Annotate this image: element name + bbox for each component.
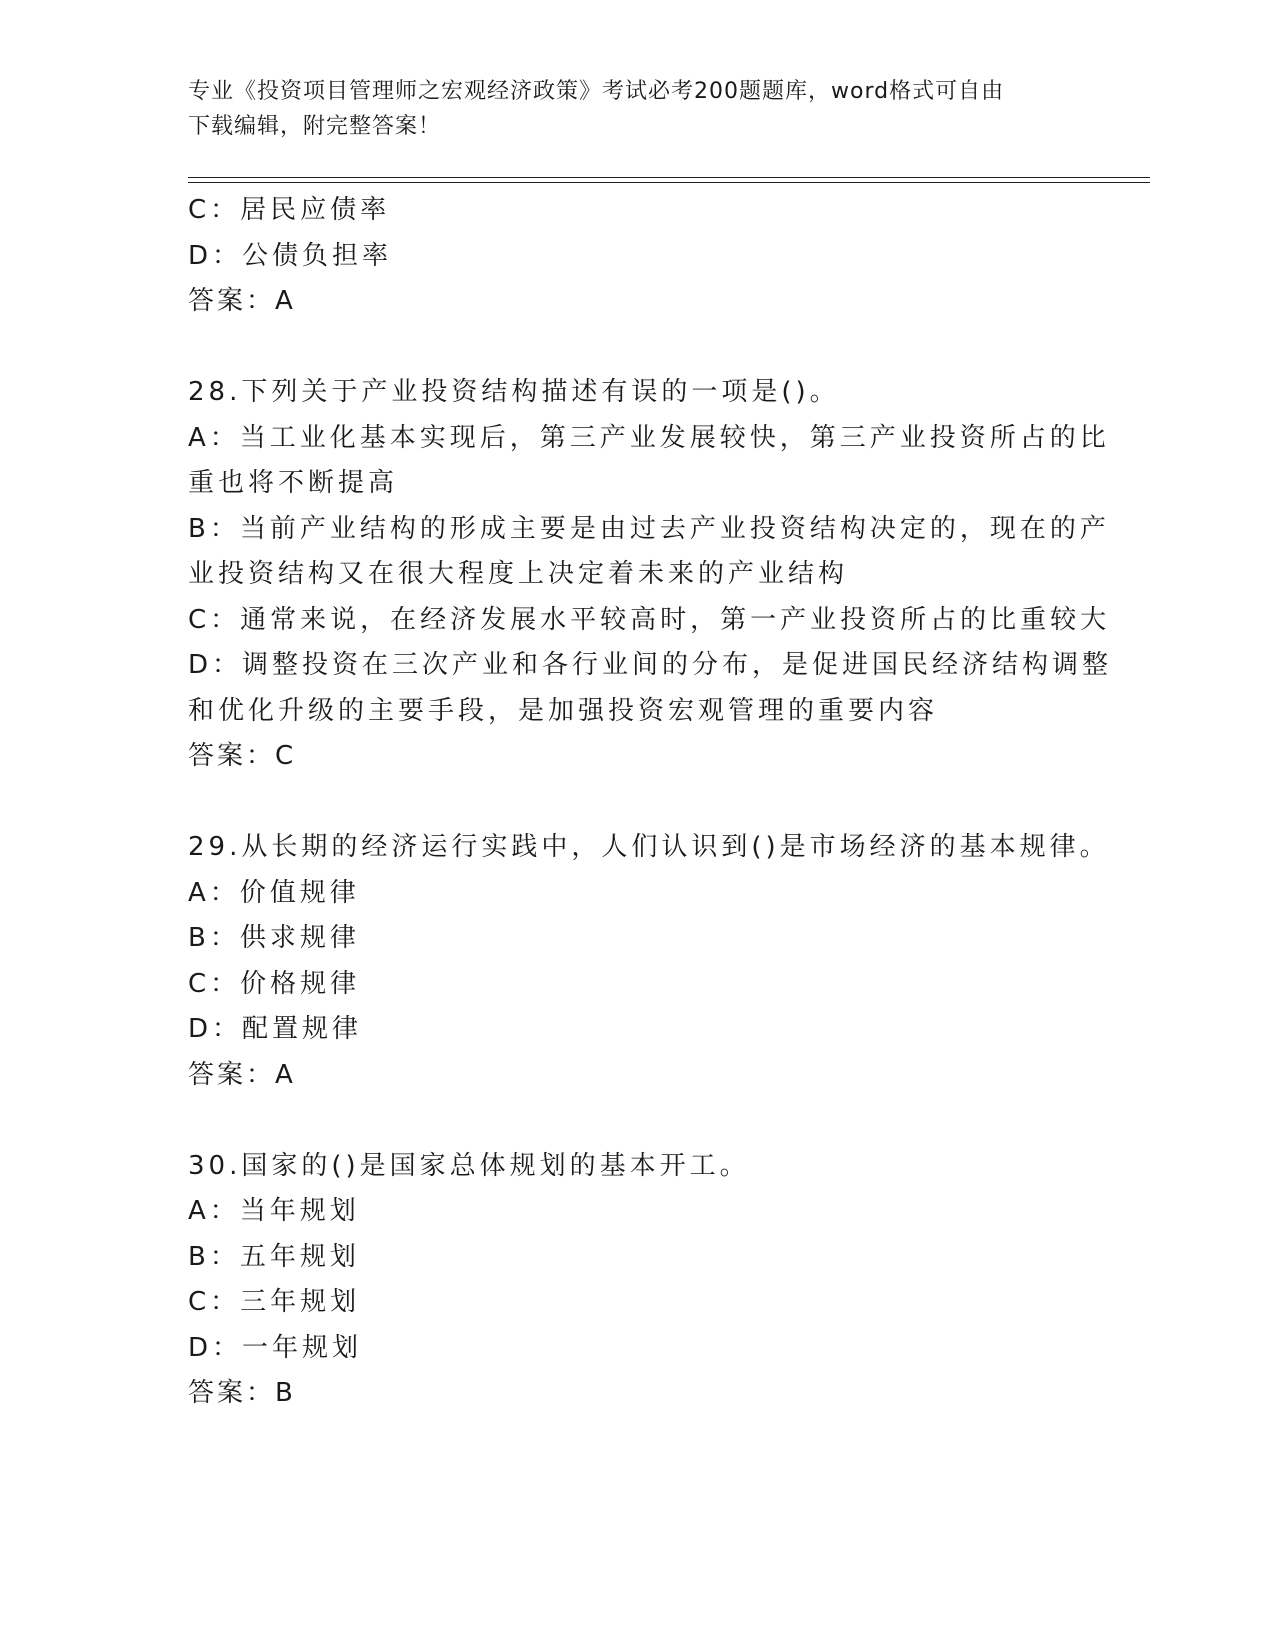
header-divider-bottom [188, 182, 1150, 183]
option-line: C：居民应债率 [188, 195, 391, 225]
question-stem: 28.下列关于产业投资结构描述有误的一项是()。 [188, 377, 840, 407]
prev-question-block [188, 188, 1088, 325]
option-line: D：调整投资在三次产业和各行业间的分布，是促进国民经济结构调整 [188, 650, 1113, 680]
answer-line: 答案：A [188, 286, 296, 316]
question-28 [188, 370, 1113, 780]
document-header [188, 74, 1068, 144]
option-line: D：配置规律 [188, 1014, 363, 1044]
header-divider-top [188, 177, 1150, 178]
header-line-2: 下载编辑，附完整答案！ [188, 114, 442, 139]
option-line: D：一年规划 [188, 1332, 363, 1363]
option-line: A：当年规划 [188, 1196, 360, 1226]
question-stem: 30.国家的()是国家总体规划的基本开工。 [188, 1150, 750, 1181]
question-stem: 29.从长期的经济运行实践中，人们认识到()是市场经济的基本规律。 [188, 832, 1110, 862]
option-line: B：供求规律 [188, 923, 360, 953]
header-line-1: 专业《投资项目管理师之宏观经济政策》考试必考200题题库，word格式可自由 [188, 79, 1005, 104]
option-line: 业投资结构又在很大程度上决定着未来的产业结构 [188, 559, 849, 589]
spacer [188, 1098, 1088, 1144]
question-30 [188, 1144, 1088, 1417]
spacer [188, 325, 1088, 371]
option-line: A：价值规律 [188, 877, 360, 908]
option-line: C：三年规划 [188, 1287, 361, 1317]
option-line: D：公债负担率 [188, 240, 393, 271]
option-line: C：价格规律 [188, 968, 361, 999]
option-line: 和优化升级的主要手段，是加强投资宏观管理的重要内容 [188, 695, 939, 726]
spacer [188, 780, 1088, 826]
answer-line: 答案：C [188, 741, 297, 771]
answer-line: 答案：A [188, 1059, 296, 1090]
option-line: A：当工业化基本实现后，第三产业发展较快，第三产业投资所占的比 [188, 422, 1110, 453]
option-line: 重也将不断提高 [188, 468, 399, 498]
document-body [188, 188, 1113, 1417]
option-line: C：通常来说，在经济发展水平较高时，第一产业投资所占的比重较大 [188, 604, 1111, 635]
option-line: B：五年规划 [188, 1241, 360, 1272]
option-line: B：当前产业结构的形成主要是由过去产业投资结构决定的，现在的产 [188, 513, 1110, 544]
question-29 [188, 825, 1110, 1098]
answer-line: 答案：B [188, 1378, 296, 1408]
